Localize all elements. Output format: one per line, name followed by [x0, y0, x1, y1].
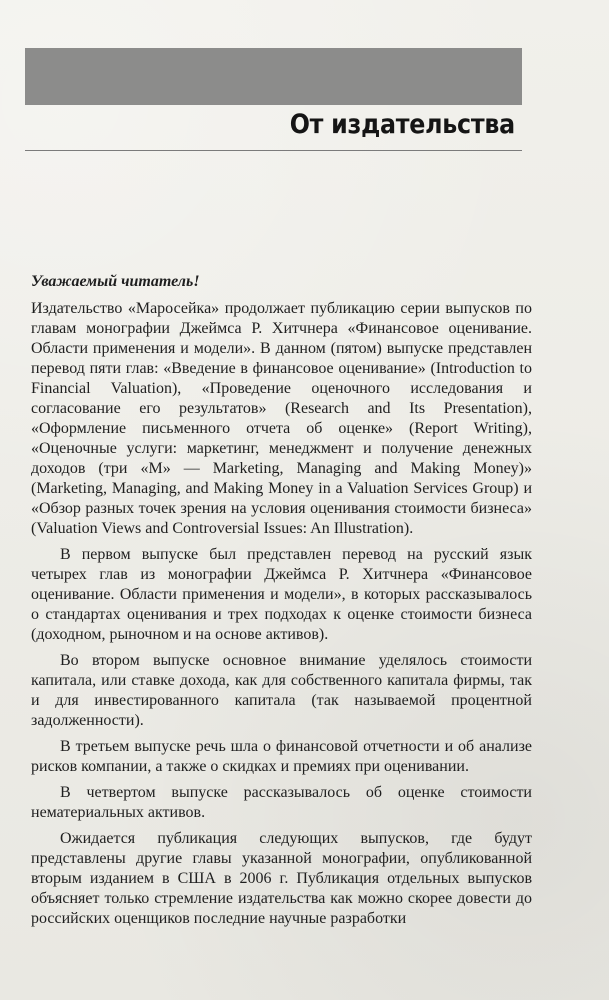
paragraph-3: Во втором выпуске основное внимание уделялось стоимости капитала, или ставке дохода, как для собственного капитала фирмы, так и для инвестированного капитала (так называемой процентной задолженности). [31, 652, 532, 729]
title-underline [25, 150, 522, 151]
page-title: От издательства [289, 109, 515, 140]
header-band [25, 48, 522, 105]
paragraph-6: Ожидается публикация следующих выпусков, где будут представлены другие главы указанной монографии, опубликованной вторым изданием в США в 2006 г. Публикация отдельных выпусков объясняет только стремление издательства как можно скорее довести до российских оценщиков последние научные разработки [31, 830, 532, 927]
paragraph-1: Издательство «Маросейка» продолжает публикацию серии выпусков по главам монографии Джеймса Р. Хитчнера «Финансовое оценивание. Области применения и модели». В данном (пятом) выпуске представлен перевод пяти глав: «Введение в финансовое оценивание» (Introduction to Financial Valuation), «Проведение оценочного исследования и согласование его результатов» (Research and Its Presentation), «Оформление письменного отчета об оценке» (Report Writing), «Оценочные услуги: маркетинг, менеджмент и получение денежных доходов (три «М» — Marketing, Managing and Making Money)» (Marketing, Managing, and Making Money in a Valuation Services Group) и «Обзор разных точек зрения на условия оценивания стоимости бизнеса» (Valuation Views and Controversial Issues: An Illustration). [31, 300, 532, 537]
greeting: Уважаемый читатель! [31, 273, 200, 290]
paragraph-5: В четвертом выпуске рассказывалось об оценке стоимости нематериальных активов. [31, 784, 532, 821]
paragraph-2: В первом выпуске был представлен перевод на русский язык четырех глав из монографии Джеймса Р. Хитчнера «Финансовое оценивание. Области применения и модели», в которых рассказывалось о стандартах оценивания и трех подходах к оценке стоимости бизнеса (доходном, рыночном и на основе активов). [31, 546, 532, 643]
paragraph-4: В третьем выпуске речь шла о финансовой отчетности и об анализе рисков компании, а также о скидках и премиях при оценивании. [31, 738, 532, 775]
body-text [31, 272, 532, 935]
